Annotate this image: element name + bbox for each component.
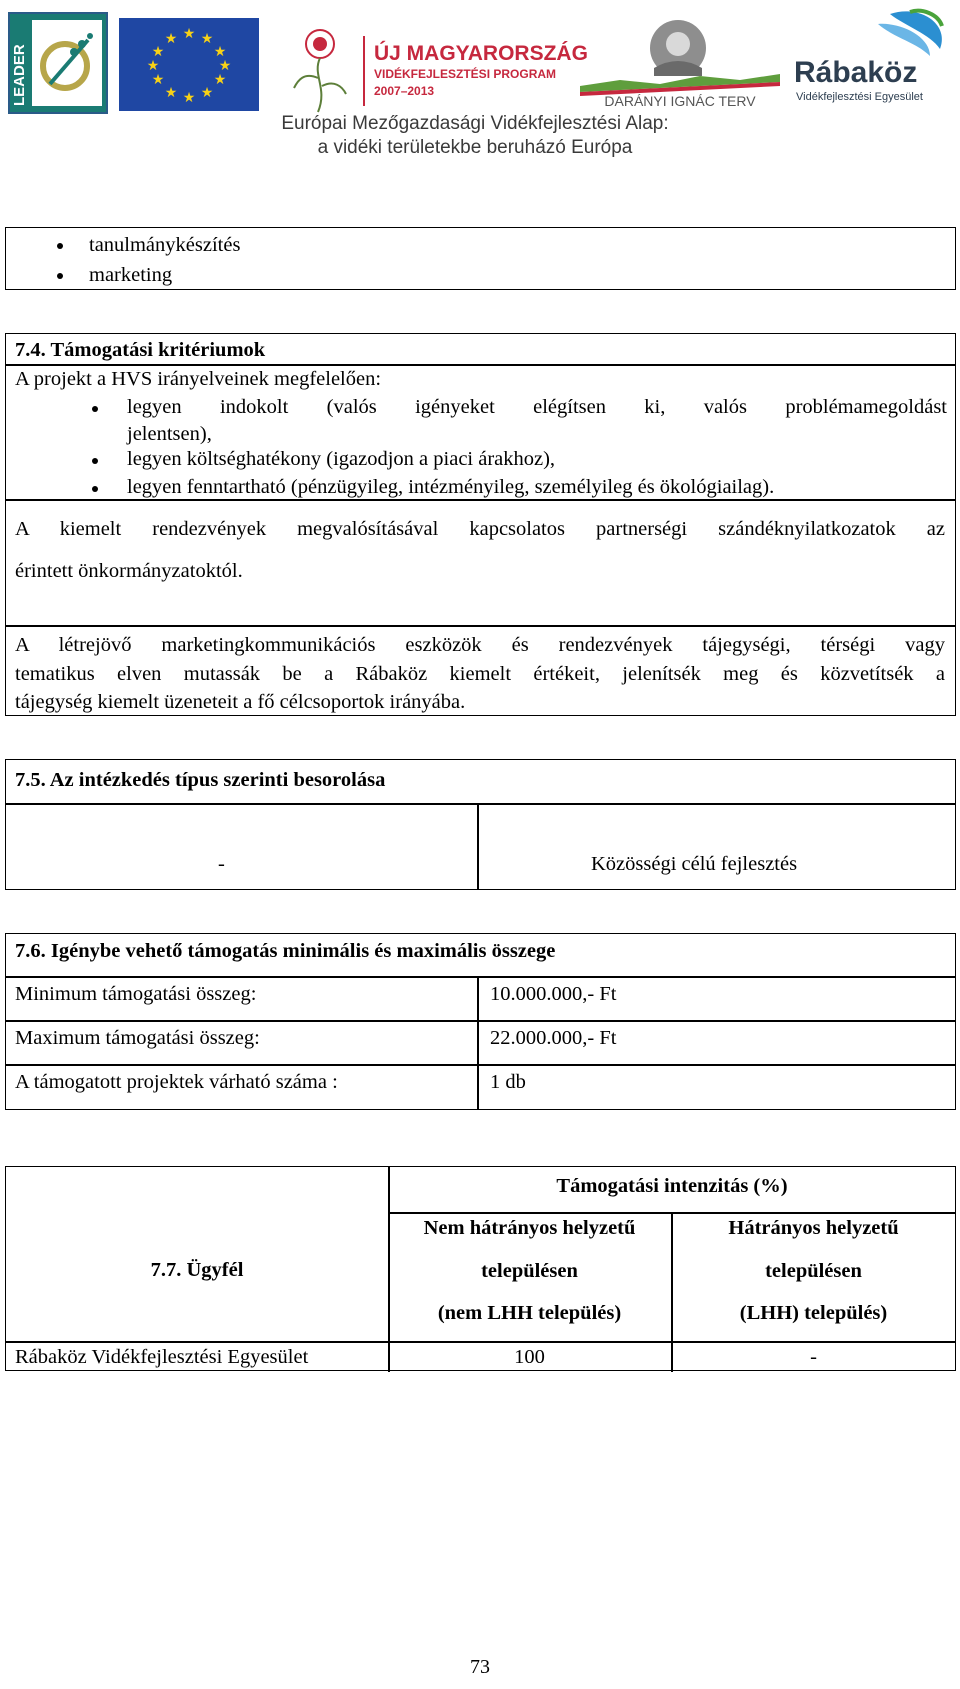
paragraph-line: A létrejövő marketingkommunikációs eszközök és rendezvények tájegységi, térségi vagy [15, 634, 945, 656]
svg-text:★: ★ [182, 90, 196, 106]
svg-text:★: ★ [213, 72, 227, 88]
divider [6, 1020, 955, 1022]
svg-text:★: ★ [164, 31, 178, 47]
paragraph-line: tájegység kiemelt üzeneteit a fő célcsoportok irányába. [15, 691, 466, 713]
rabakoz-line1: Rábaköz [794, 56, 918, 89]
svg-text:★: ★ [146, 58, 160, 74]
bullet-dot [92, 458, 98, 464]
bullet-dot [92, 486, 98, 492]
section-7-6 [5, 933, 956, 1110]
criteria-item: legyen költséghatékony (igazodjon a piaci árakhoz), [127, 448, 556, 470]
bullet-dot [92, 406, 98, 412]
divider [477, 976, 479, 1109]
criteria-item-line: jelentsen), [127, 422, 212, 445]
rose-icon [294, 30, 346, 112]
svg-text:★: ★ [182, 26, 196, 42]
col2-header-line: Hátrányos helyzetű [728, 1217, 899, 1239]
divider [477, 803, 479, 889]
amount-label: Minimum támogatási összeg: [15, 983, 257, 1005]
ujm-line1: ÚJ MAGYARORSZÁG [374, 42, 588, 65]
intensity-header: Támogatási intenzitás (%) [556, 1175, 788, 1197]
svg-text:★: ★ [200, 85, 214, 101]
classification-right: Közösségi célú fejlesztés [591, 853, 798, 875]
col2-header-line: (LHH) település) [739, 1302, 888, 1324]
amount-value: 10.000.000,- Ft [490, 983, 617, 1005]
uj-magyarorszag-logo [282, 20, 588, 115]
svg-text:★: ★ [200, 31, 214, 47]
eu-flag-logo [119, 18, 259, 111]
divider [6, 1064, 955, 1066]
amount-value: 22.000.000,- Ft [490, 1027, 617, 1049]
intensity-lhh: - [810, 1346, 817, 1368]
svg-text:★: ★ [151, 44, 165, 60]
page-number: 73 [470, 1656, 490, 1678]
list-item: marketing [89, 264, 173, 286]
section-7-4-intro: A projekt a HVS irányelveinek megfelelően: [15, 368, 382, 390]
amount-value: 1 db [490, 1071, 526, 1093]
paragraph-line: érintett önkormányzatoktól. [15, 560, 243, 582]
paragraph-line: A kiemelt rendezvények megvalósításával kapcsolatos partnerségi szándéknyilatkozatok az [15, 518, 945, 540]
svg-text:★: ★ [151, 72, 165, 88]
col1-header-line: (nem LHH település) [437, 1302, 622, 1324]
svg-text:★: ★ [164, 85, 178, 101]
section-7-4 [5, 333, 956, 716]
divider [6, 976, 955, 978]
paragraph-line: tematikus elven mutassák be a Rábaköz kiemelt értékeit, jelenítsék meg és közvetítsék a [15, 663, 945, 685]
col1-header-line: településen [481, 1260, 578, 1282]
classification-left: - [218, 853, 225, 875]
eu-caption-line2: a vidéki területekbe beruházó Európa [317, 136, 633, 158]
bullet-dot [57, 243, 63, 249]
eu-caption-line1: Európai Mezőgazdasági Vidékfejlesztési Alap: [281, 113, 669, 134]
criteria-item [127, 394, 947, 447]
divider [6, 625, 955, 627]
list-item: tanulmánykészítés [89, 234, 241, 256]
daranyi-text: DARÁNYI IGNÁC TERV [604, 93, 756, 109]
section-7-7 [5, 1166, 956, 1371]
activity-list-box [5, 227, 956, 290]
leader-logo-text: LEADER [11, 44, 28, 106]
divider [6, 499, 955, 501]
header-logos [0, 0, 960, 170]
criteria-item: legyen fenntartható (pénzügyileg, intézményileg, személyileg és ökológiailag). [127, 476, 775, 498]
bullet-dot [57, 273, 63, 279]
ujm-line3: 2007–2013 [374, 84, 435, 98]
client-name: Rábaköz Vidékfejlesztési Egyesület [15, 1346, 309, 1368]
client-header: 7.7. Ügyfél [150, 1259, 244, 1281]
amount-label: A támogatott projektek várható száma : [15, 1071, 338, 1093]
criteria-item-line: legyen indokolt (valós igényeket elégítsen ki, valós problémamegoldást [127, 396, 947, 418]
col2-header-line: településen [765, 1260, 862, 1282]
section-7-6-title: 7.6. Igénybe vehető támogatás minimális és maximális összege [15, 940, 556, 962]
col1-header-line: Nem hátrányos helyzetű [423, 1217, 636, 1239]
eu-caption [255, 112, 695, 160]
leader-logo [8, 12, 108, 114]
section-7-4-title: 7.4. Támogatási kritériumok [15, 339, 266, 361]
section-7-5 [5, 759, 956, 890]
amount-label: Maximum támogatási összeg: [15, 1027, 260, 1049]
rabakoz-logo [790, 4, 955, 109]
daranyi-ignac-terv-logo [580, 18, 780, 108]
ujm-line2: VIDÉKFEJLESZTÉSI PROGRAM [374, 67, 557, 81]
section-7-5-title: 7.5. Az intézkedés típus szerinti besorolása [15, 769, 386, 791]
svg-text:★: ★ [218, 58, 232, 74]
intensity-non-lhh: 100 [514, 1346, 545, 1368]
divider [6, 803, 955, 805]
rabakoz-line2: Vidékfejlesztési Egyesület [796, 91, 923, 103]
svg-text:★: ★ [213, 44, 227, 60]
divider [6, 1341, 955, 1343]
